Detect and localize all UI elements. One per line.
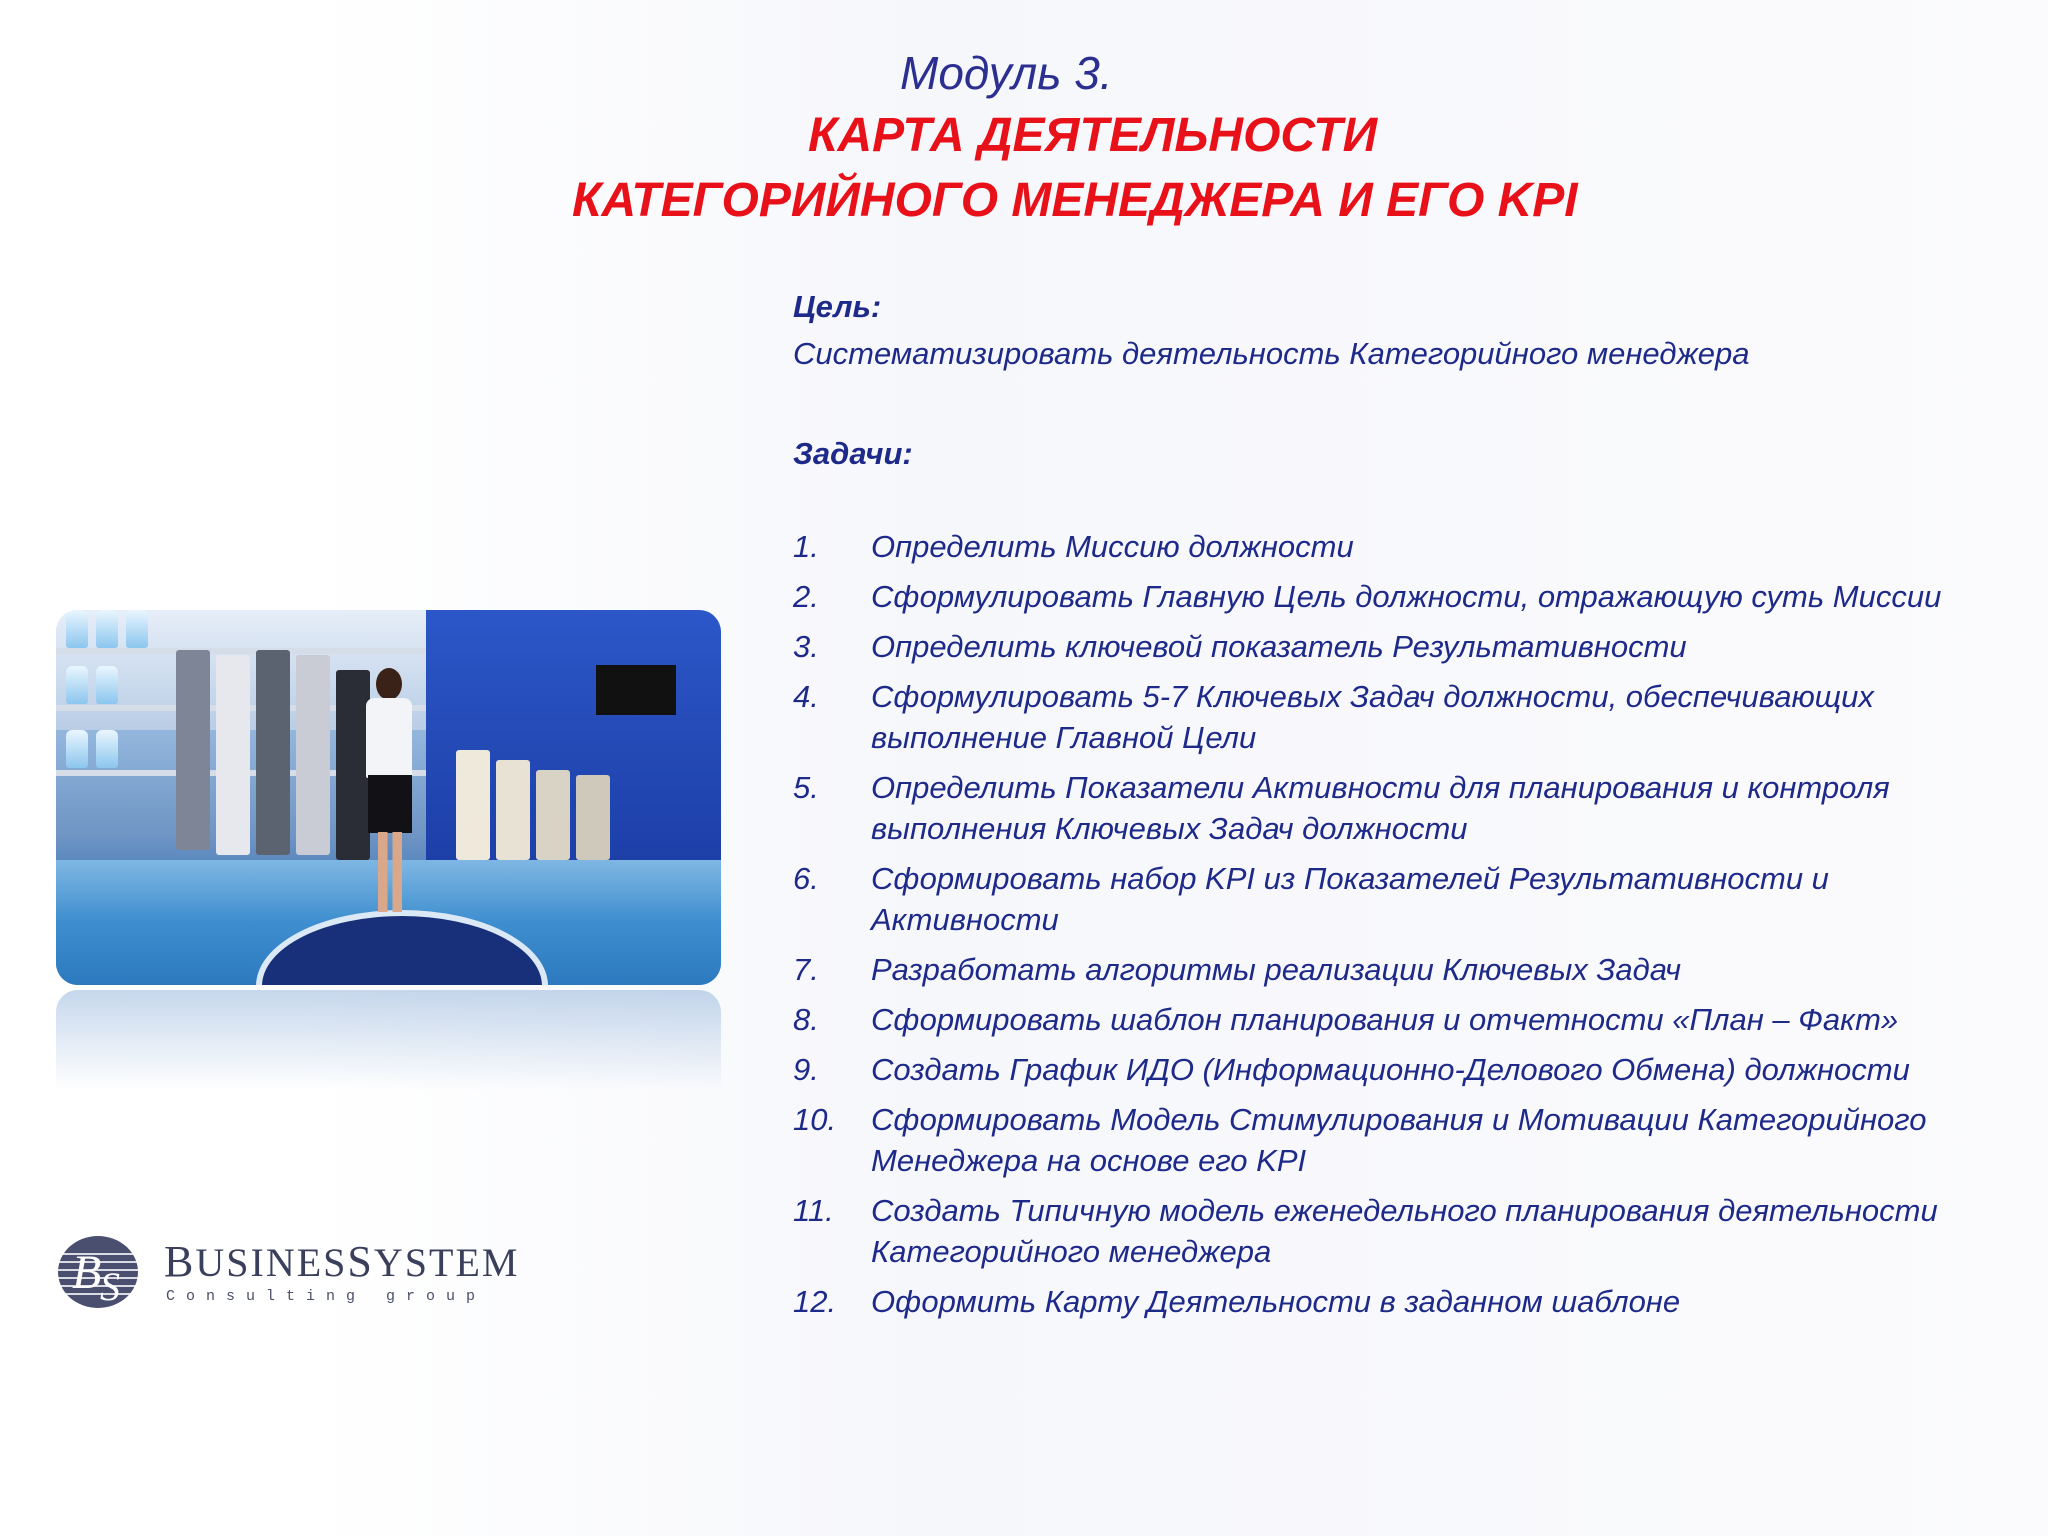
task-item-8: 8. Сформировать шаблон планирования и отчетности «План – Факт» [793,1002,1899,1037]
task-item-6: 6. Сформировать набор KPI из Показателей Результативности и Активности [793,861,1829,937]
task-list [793,526,1973,1331]
task-item-4: 4. Сформулировать 5-7 Ключевых Задач должности, обеспечивающих выполнение Главной Цели [793,679,1874,755]
company-logo [54,1232,520,1312]
task-item-2: 2. Сформулировать Главную Цель должности, отражающую суть Миссии [793,579,1942,614]
slide-title-line-1: КАРТА ДЕЯТЕЛЬНОСТИ [808,109,1378,162]
slide-title-line-2: КАТЕГОРИЙНОГО МЕНЕДЖЕРА И ЕГО KPI [572,174,1578,227]
brand-name: BUSINESSYSTEM [164,1237,520,1286]
goal-text: Систематизировать деятельность Категорийного менеджера [793,336,1750,371]
task-item-7: 7. Разработать алгоритмы реализации Ключевых Задач [793,952,1681,987]
task-item-9: 9. Создать График ИДО (Информационно-Делового Обмена) должности [793,1052,1910,1087]
task-item-5: 5. Определить Показатели Активности для планирования и контроля выполнения Ключевых Задач должности [793,770,1890,846]
showroom-photo [56,610,721,985]
task-item-10: 10. Сформировать Модель Стимулирования и Мотивации Категорийного Менеджера на основе его KPI [793,1102,1927,1178]
task-item-11: 11. Создать Типичную модель еженедельного планирования деятельности Категорийного менеджера [793,1193,1938,1269]
svg-text:B: B [72,1246,102,1299]
goal-label: Цель: [793,289,882,324]
business-system-logo-icon [54,1232,150,1312]
task-item-1: 1. Определить Миссию должности [793,529,1354,564]
tasks-label: Задачи: [793,436,913,471]
brand-tagline: Consulting group [166,1288,487,1305]
task-item-12: 12. Оформить Карту Деятельности в заданном шаблоне [793,1284,1681,1319]
task-item-3: 3. Определить ключевой показатель Результативности [793,629,1687,664]
module-number: Модуль 3. [900,47,1113,99]
svg-text:S: S [100,1264,120,1309]
photo-reflection [56,990,721,1090]
